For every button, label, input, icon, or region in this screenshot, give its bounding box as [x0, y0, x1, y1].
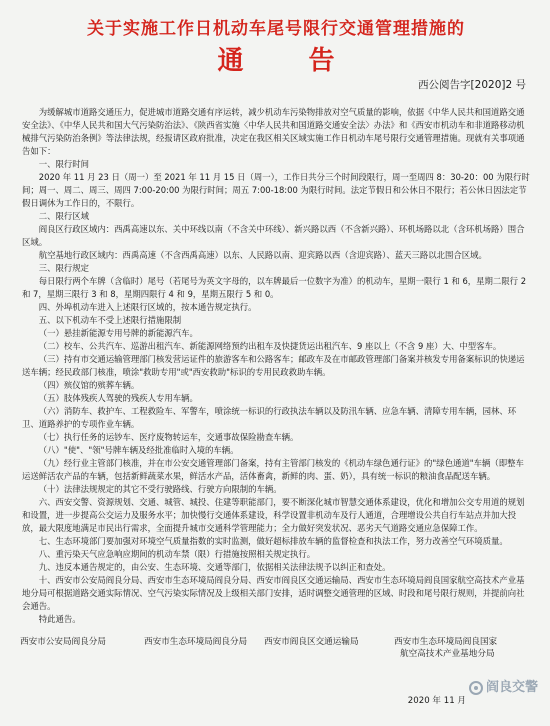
exemption-item: （五）肢体残疾人驾驶的残疾人专用车辆。: [38, 393, 198, 403]
signer-environment: 西安市生态环境局阎良分局: [144, 637, 248, 647]
section-1-heading: 一、限行时间: [38, 159, 90, 169]
section-10-text: 十、西安市公安局阎良分局、西安市生态环境局阎良分局、西安市阎良区交通运输局、西安市生态环境局阎良国家航空高技术产业基地分局可根据道路交通实际情况、空气污染实际情况及上级相关部门安排，适时调整交通管理的区域、时段和尾号限行规则，并提前向社会通告。: [22, 575, 525, 611]
section-3-text: 每日限行两个车牌（含临时）尾号（若尾号为英文字母的，以车牌最后一位数字为准）的机动车，星期一限行 1 和 6，星期二限行 2 和 7，星期三限行 3 和 8，星期四限行 4 和 9，星期五限行 5 和 0。: [22, 276, 527, 299]
exemption-item: （二）校车、公共汽车、巡游出租汽车、新能源网络预约出租车及快捷货运出租汽车、9 座以上（不含 9 座）大、中型客车。: [38, 341, 502, 351]
document-body: [22, 106, 530, 626]
section-2-text-aviation: 航空基地行政区域内：西禹高速（不含西禹高速）以东、人民路以南、迎宾路以西（含迎宾路）、蓝天三路以北围合区域。: [38, 250, 487, 260]
section-2-text-yanliang: 阎良区行政区域内：西禹高速以东、关中环线以南（不含关中环线）、新兴路以西（不含新兴路）、环机场路以北（含环机场路）围合区域。: [22, 224, 525, 247]
signer-transport: 西安市阎良区交通运输局: [264, 637, 359, 647]
section-8-text: 八、重污染天气应急响应期间的机动车禁（限）行措施按照相关规定执行。: [38, 549, 316, 559]
section-1-text: 2020 年 11 月 23 日（周一）至 2021 年 11 月 15 日（周一），工作日共分三个时间段限行，周一至周四 8：30-20：00 为限行时间；周一、周二、周三、周四 7:00-20:00 为限行时间；周五 7:00-18:00 为限行时间。法定节假日和公休日不限行；若公休日因法定节假日调休为工作日的，不限行。: [22, 172, 530, 208]
exemption-item: （九）经行业主管部门核准，并在市公安交通管理部门备案，持有主管部门核发的《机动车绿色通行证》的"绿色通道"车辆（即整车运送鲜活农产品的车辆，包括新鲜蔬菜水果，鲜活水产品，活体畜禽，新鲜的肉、蛋、奶），具有统一标识的粮油食品配送车辆。: [22, 458, 524, 481]
document-subtitle: 通 告: [217, 46, 363, 76]
section-3-heading: 三、限行规定: [38, 263, 90, 273]
exemption-item: （七）执行任务的运钞车、医疗废物转运车，交通事故保险勘查车辆。: [38, 432, 299, 442]
exemption-item: （八）"使"、"领"号牌车辆及经批准临时入境的车辆。: [38, 445, 239, 455]
exemption-item: （六）消防车、救护车、工程救险车、军警车，喷涂统一标识的行政执法车辆以及防汛车辆、应急车辆、清障专用车辆，园林、环卫、道路养护的专项作业车辆。: [22, 406, 517, 429]
intro-paragraph: 为缓解城市道路交通压力，促进城市道路交通有序运转，减少机动车污染物排放对空气质量的影响，依据《中华人民共和国道路交通安全法》、《中华人民共和国大气污染防治法》、《陕西省实施〈中华人民共和国道路交通安全法〉办法》和《西安市机动车和非道路移动机械排气污染防治条例》等法律法规，经报请区政府批准，决定在我区相关区域实施工作日机动车尾号限行交通管理措施。现就有关事项通告如下：: [22, 107, 525, 156]
watermark-logo-icon: [469, 681, 483, 695]
section-9-text: 九、违反本通告规定的，由公安、生态环境、交通等部门，依据相关法律法规予以纠正和查处。: [38, 562, 391, 572]
closing-statement: 特此通告。: [38, 614, 81, 624]
section-5-heading: 五、以下机动车不受上述限行措施限制: [38, 315, 182, 325]
section-6-text: 六、西安交警、资源规划、交通、城管、城投、住建等职能部门，要不断深化城市智慧交通体系建设，优化和增加公交专用道的规划和设置，进一步提高公交运力及服务水平；加快慢行交通体系建设，科学设置非机动车及行人通道，合理增设公共自行车站点并加大投放，最大限度地满足市民出行需求，全面提升城市交通科学管理能力；全力做好突发状况、恶劣天气道路交通应急保障工作。: [22, 497, 525, 533]
section-7-text: 七、生态环境部门要加强对环境空气质量指数的实时监测，做好超标排放车辆的监督检查和执法工作，努力改善空气环境质量。: [38, 536, 508, 546]
exemption-item: （一）悬挂新能源专用号牌的新能源汽车。: [38, 328, 198, 338]
exemption-item: （三）持有市交通运输管理部门核发营运证件的旅游客车和公路客车；邮政车及在市邮政管理部门备案并核发专用备案标识的快递运送车辆；经民政部门核准，喷涂"救助专用"或"西安救助"标识的专用民政救助车辆。: [22, 354, 525, 377]
signer-aviation-env-b: 航空高技术产业基地分局: [400, 649, 495, 659]
watermark: [469, 676, 538, 695]
document-title: 关于实施工作日机动车尾号限行交通管理措施的: [87, 19, 465, 39]
watermark-text: 阎良交警: [485, 680, 538, 695]
exemption-item: （十）法律法规规定的其它不受行驶路线、行驶方向限制的车辆。: [38, 484, 282, 494]
signer-aviation-env-a: 西安市生态环境局阎良国家: [394, 637, 498, 647]
signer-police: 西安市公安局阎良分局: [20, 637, 106, 647]
issue-date: 2020 年 11 月: [407, 696, 466, 706]
section-4-text: 四、外埠机动车进入上述限行区域的，按本通告规定执行。: [38, 302, 257, 312]
section-2-heading: 二、限行区域: [38, 211, 90, 221]
exemption-item: （四）殡仪馆的殡葬车辆。: [38, 380, 140, 390]
document-number: 西公阅告字[2020]2 号: [418, 79, 526, 91]
